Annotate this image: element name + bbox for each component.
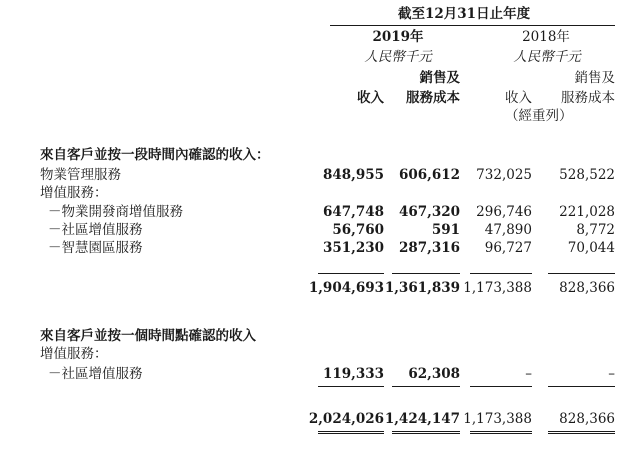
col-revenue-2018: 收入	[505, 90, 532, 106]
section1-title: 來自客戶並按一段時間內確認的收入：	[40, 147, 270, 163]
row-label: 增值服務：	[40, 185, 108, 201]
subtotal-cost-2018: 828,366	[559, 280, 615, 296]
currency-2018: 人民幣千元	[513, 49, 581, 65]
row-label: －智慧園區服務	[48, 240, 143, 256]
subtotal-rev-2018: 1,173,388	[463, 280, 532, 296]
row-label: 物業管理服務	[40, 167, 121, 183]
currency-2019: 人民幣千元	[364, 49, 432, 65]
value-rev-2019: 848,955	[322, 167, 384, 183]
restated-note: （經重列）	[505, 108, 573, 124]
value-cost-2018: –	[608, 366, 615, 382]
section2-title: 來自客戶並按一個時間點確認的收入	[40, 328, 256, 344]
value-cost-2018: 70,044	[567, 240, 615, 256]
value-rev-2018: 47,890	[484, 222, 532, 238]
year-2018: 2018年	[522, 29, 570, 45]
value-rev-2018: 96,727	[484, 240, 532, 256]
subtotal-rule-cost-2019	[392, 273, 460, 274]
value-rev-2019: 351,230	[322, 240, 384, 256]
total-rule-rev-2018	[470, 386, 532, 387]
value-cost-2019: 467,320	[398, 204, 460, 220]
total-rule-cost-2018	[548, 386, 615, 387]
total-rule-cost-2019	[392, 386, 460, 387]
value-cost-2019: 606,612	[398, 167, 460, 183]
subtotal-rule-rev-2019	[318, 273, 384, 274]
value-rev-2018: 732,025	[476, 167, 532, 183]
total-double-rule-rev-2018	[470, 431, 532, 434]
total-double-rule-rev-2019	[318, 431, 384, 434]
col-revenue-2019: 收入	[357, 90, 384, 106]
col-cost-2019-line1: 銷售及	[419, 70, 460, 86]
value-cost-2019: 591	[431, 222, 460, 238]
total-rev-2018: 1,173,388	[463, 411, 532, 427]
value-cost-2018: 8,772	[576, 222, 615, 238]
subtotal-rule-cost-2018	[548, 273, 615, 274]
total-rev-2019: 2,024,026	[308, 411, 384, 427]
value-rev-2018: –	[525, 366, 532, 382]
col-cost-2018-line2: 服務成本	[561, 90, 615, 106]
subtotal-cost-2019: 1,361,839	[384, 280, 460, 296]
subtotal-rev-2019: 1,904,693	[308, 280, 384, 296]
total-cost-2019: 1,424,147	[384, 411, 460, 427]
row-label: 增值服務：	[40, 346, 108, 362]
total-cost-2018: 828,366	[559, 411, 615, 427]
total-double-rule-cost-2019	[392, 431, 460, 434]
row-label: －社區增值服務	[48, 366, 143, 382]
value-cost-2018: 528,522	[559, 167, 615, 183]
value-cost-2019: 62,308	[408, 366, 460, 382]
period-rule	[330, 25, 615, 26]
col-cost-2018-line1: 銷售及	[574, 70, 615, 86]
total-rule-rev-2019	[318, 386, 384, 387]
row-label: －社區增值服務	[48, 222, 143, 238]
col-cost-2019-line2: 服務成本	[406, 90, 460, 106]
year-2019: 2019年	[372, 29, 424, 45]
value-rev-2019: 56,760	[332, 222, 384, 238]
period-heading: 截至12月31日止年度	[398, 6, 531, 22]
value-cost-2019: 287,316	[398, 240, 460, 256]
value-rev-2019: 647,748	[322, 204, 384, 220]
total-double-rule-cost-2018	[548, 431, 615, 434]
value-rev-2019: 119,333	[322, 366, 384, 382]
subtotal-rule-rev-2018	[470, 273, 532, 274]
value-cost-2018: 221,028	[559, 204, 615, 220]
value-rev-2018: 296,746	[476, 204, 532, 220]
row-label: －物業開發商增值服務	[48, 204, 183, 220]
